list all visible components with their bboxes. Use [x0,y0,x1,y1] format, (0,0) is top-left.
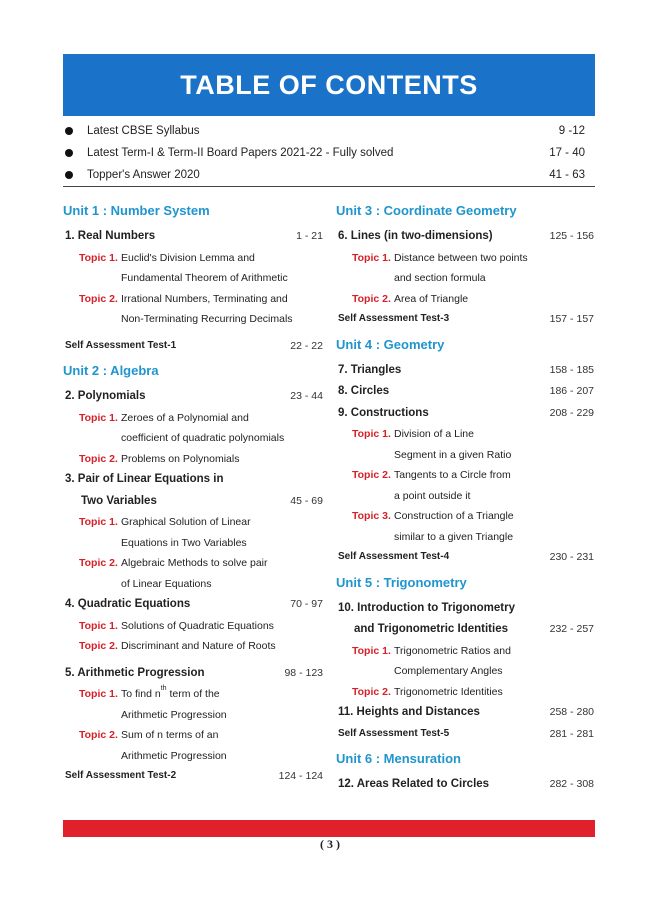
page-range: 70 - 97 [290,598,323,610]
topic-entry[interactable]: Topic 2. Irrational Numbers, Terminating and [79,292,288,305]
page-range: 124 - 124 [278,770,323,782]
bullet-icon [65,127,73,135]
page-range: 232 - 257 [549,623,594,635]
topic-continuation: Complementary Angles [394,665,503,677]
topic-continuation: Fundamental Theorem of Arithmetic [121,272,288,284]
page-range: 208 - 229 [549,406,594,419]
page-range: 23 - 44 [290,390,323,402]
chapter-entry[interactable]: and Trigonometric Identities 232 - 257 [336,619,594,641]
chapter-entry[interactable]: 5. Arithmetic Progression 98 - 123 [63,663,323,685]
footer-bar [63,820,595,837]
topic-continuation: Segment in a given Ratio [394,448,512,461]
topic-entry[interactable]: Topic 1. To find $n^{th}$ term of the [79,685,220,700]
page-range: 1 - 21 [296,230,323,242]
intro-pages: 9 -12 [558,125,585,137]
topic-continuation: Equations in Two Variables [121,536,247,549]
topic-continuation: coefficient of quadratic polynomials [121,432,285,444]
page-range: 282 - 308 [549,778,594,790]
topic-entry[interactable]: Topic 2. Tangents to a Circle from [352,469,511,481]
chapter-entry-line[interactable]: 10. Introduction to Trigonometry [338,601,515,614]
page-range: 281 - 281 [549,727,594,740]
topic-entry[interactable]: Topic 1. Zeroes of a Polynomial and [79,411,249,424]
page-range: 125 - 156 [549,230,594,242]
self-assessment-entry[interactable]: Self Assessment Test-1 22 - 22 [63,336,323,357]
page-range: 158 - 185 [549,363,594,376]
chapter-entry[interactable]: 7. Triangles 158 - 185 [336,360,594,382]
chapter-entry[interactable]: 12. Areas Related to Circles 282 - 308 [336,774,594,796]
topic-entry[interactable]: Topic 2. Discriminant and Nature of Roots [79,640,276,652]
chapter-entry[interactable]: 2. Polynomials 23 - 44 [63,386,323,408]
chapter-entry-line[interactable]: 3. Pair of Linear Equations in [65,473,224,485]
chapter-entry[interactable]: 9. Constructions 208 - 229 [336,403,594,425]
page-range: 98 - 123 [284,666,323,679]
self-assessment-entry[interactable]: Self Assessment Test-3 157 - 157 [336,309,594,330]
page-range: 186 - 207 [549,385,594,397]
topic-continuation: Arithmetic Progression [121,749,227,762]
topic-continuation: Arithmetic Progression [121,708,227,721]
intro-list [63,120,595,186]
toc-right-column [336,196,594,796]
chapter-entry[interactable]: 6. Lines (in two-dimensions) 125 - 156 [336,226,594,248]
topic-entry[interactable]: Topic 2. Trigonometric Identities [352,685,503,698]
topic-entry[interactable]: Topic 3. Construction of a Triangle [352,510,514,522]
topic-continuation: similar to a given Triangle [394,530,514,543]
topic-entry[interactable]: Topic 1. Trigonometric Ratios and [352,644,511,657]
unit-heading: Unit 6 : Mensuration [336,751,461,766]
page-range: 22 - 22 [290,339,323,352]
topic-continuation: of Linear Equations [121,577,212,590]
toc-left-column [63,196,323,787]
topic-entry[interactable]: Topic 1. Solutions of Quadratic Equations [79,619,274,632]
chapter-entry[interactable]: 4. Quadratic Equations 70 - 97 [63,594,323,616]
intro-text: Latest CBSE Syllabus [87,125,200,137]
list-item [63,120,595,142]
self-assessment-entry[interactable]: Self Assessment Test-5 281 - 281 [336,724,594,745]
self-assessment-entry[interactable]: Self Assessment Test-4 230 - 231 [336,547,594,568]
chapter-entry[interactable]: Two Variables 45 - 69 [63,491,323,513]
bullet-icon [65,171,73,179]
page-range: 45 - 69 [290,494,323,507]
topic-continuation: Non-Terminating Recurring Decimals [121,313,293,325]
list-item [63,142,595,164]
intro-text: Topper's Answer 2020 [87,169,200,181]
unit-heading: Unit 3 : Coordinate Geometry [336,203,517,218]
unit-heading: Unit 1 : Number System [63,203,210,218]
unit-heading: Unit 5 : Trigonometry [336,574,467,590]
intro-pages: 41 - 63 [549,169,585,181]
intro-pages: 17 - 40 [549,147,585,159]
bullet-icon [65,149,73,157]
topic-entry[interactable]: Topic 1. Division of a Line [352,428,474,440]
topic-continuation: and section formula [394,272,486,284]
page-title: TABLE OF CONTENTS [63,54,595,116]
page-range: 230 - 231 [549,551,594,563]
page-number: ( 3 ) [320,837,340,851]
unit-heading: Unit 4 : Geometry [336,336,445,352]
topic-entry[interactable]: Topic 2. Sum of n terms of an [79,729,219,741]
intro-text: Latest Term-I & Term-II Board Papers 2021-22 - Fully solved [87,147,394,159]
topic-entry[interactable]: Topic 1. Euclid's Division Lemma and [79,251,255,264]
divider [63,186,595,187]
chapter-entry[interactable]: 1. Real Numbers 1 - 21 [63,226,323,248]
topic-entry[interactable]: Topic 1. Graphical Solution of Linear [79,516,251,528]
self-assessment-entry[interactable]: Self Assessment Test-2 124 - 124 [63,766,323,787]
unit-heading: Unit 2 : Algebra [63,363,159,378]
topic-entry[interactable]: Topic 2. Problems on Polynomials [79,452,240,465]
page-range: 258 - 280 [549,706,594,718]
topic-entry[interactable]: Topic 2. Algebraic Methods to solve pair [79,557,268,569]
chapter-entry[interactable]: 11. Heights and Distances 258 - 280 [336,702,594,724]
list-item [63,164,595,186]
chapter-entry[interactable]: 8. Circles 186 - 207 [336,381,594,403]
topic-entry[interactable]: Topic 1. Distance between two points [352,251,528,264]
topic-continuation: a point outside it [394,489,471,502]
page-range: 157 - 157 [549,313,594,325]
topic-entry[interactable]: Topic 2. Area of Triangle [352,292,469,305]
